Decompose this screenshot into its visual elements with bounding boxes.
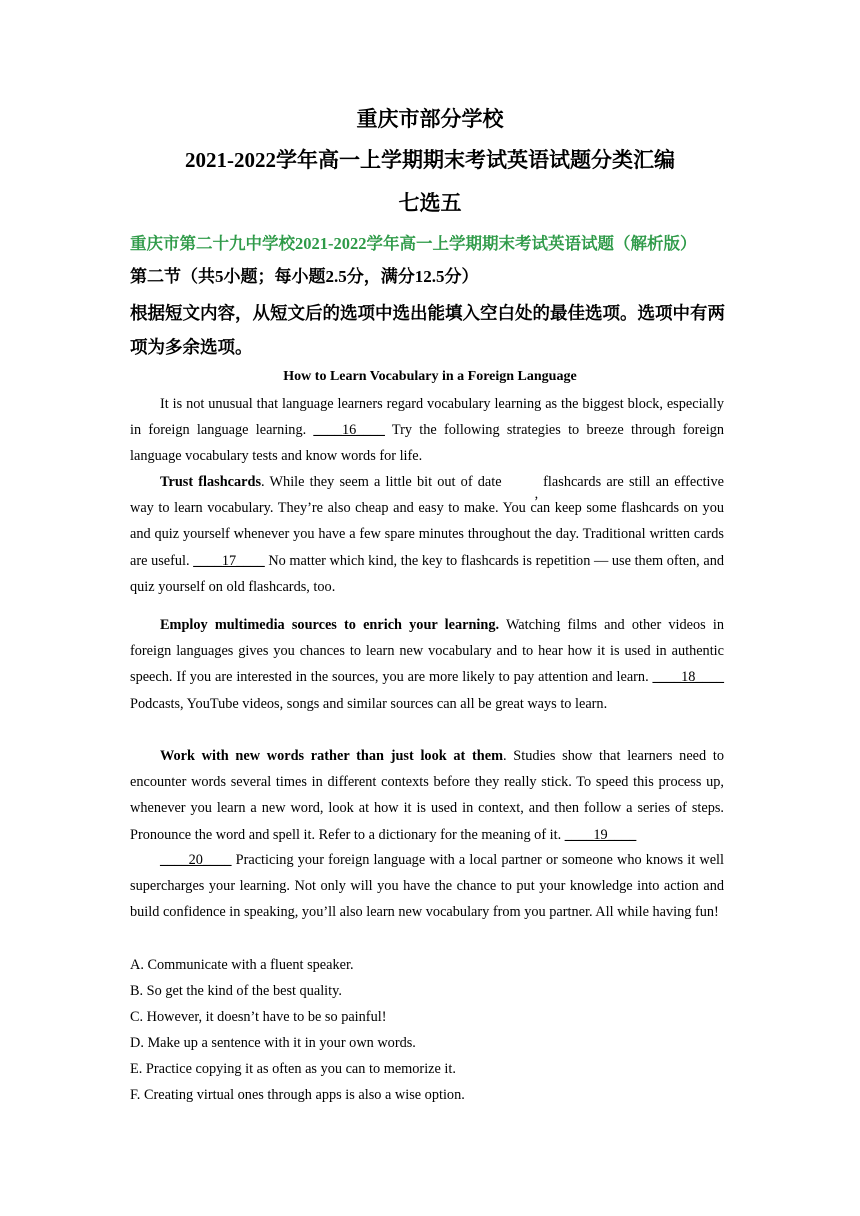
- passage-title: How to Learn Vocabulary in a Foreign Language: [283, 369, 577, 384]
- paragraph-heading: Trust flashcards: [160, 474, 262, 490]
- blank-17: ____17____: [193, 552, 265, 569]
- instructions: 根据短文内容，从短文后的选项中选出能填入空白处的最佳选项。选项中有两项为多余选项。: [130, 303, 725, 357]
- option-e: E. Practice copying it as often as you can to memorize it.: [130, 1061, 456, 1077]
- comma-mark: ,: [534, 486, 539, 502]
- paragraph-text: Podcasts, YouTube videos, songs and similar sources can all be great ways to learn.: [130, 695, 608, 712]
- option-d: D. Make up a sentence with it in your own words.: [130, 1035, 416, 1051]
- paragraph-text: Try the following strategies to breeze through foreign language vocabulary tests and know words for life.: [130, 422, 724, 465]
- header-title-line2: 2021-2022学年高一上学期期末考试英语试题分类汇编: [185, 148, 675, 172]
- option-f: F. Creating virtual ones through apps is also a wise option.: [130, 1087, 465, 1103]
- paragraph-text: flashcards are still an effective way to learn vocabulary. They’re also cheap and easy to make. You can keep some flashcards on you and quiz yourself whenever you have a few spare minutes throughout the day. Traditional written cards are useful.: [130, 474, 725, 569]
- paragraph-text: Practicing your foreign language with a local partner or someone who knows it well supercharges your learning. Not only will you have the chance to put your knowledge into action and build confidence in speaking, you’ll also learn new vocabulary from you partner. All while having fun!: [130, 852, 724, 921]
- header-title-line3: 七选五: [398, 191, 462, 215]
- blank-18: ____18____: [652, 669, 724, 686]
- paragraph-text: . While they seem a little bit out of date: [261, 474, 502, 490]
- option-b: B. So get the kind of the best quality.: [130, 983, 342, 999]
- passage-paragraph-1: [130, 391, 724, 470]
- paragraph-text: . Studies show that learners need to encounter words several times in different contexts before they really stick. To speed this process up, whenever you learn a new word, look at how it is used in context, and then follow a series of steps. Pronounce the word and spell it. Refer to a dictionary for the meaning of it.: [130, 748, 725, 843]
- blank-19: ____19____: [564, 826, 637, 843]
- paragraph-text: Watching films and other videos in foreign languages gives you chances to learn new vocabulary and to hear how it is used in authentic speech. If you are interested in the sources, you are more likely to pay attention and learn.: [130, 617, 724, 686]
- option-a: A. Communicate with a fluent speaker.: [130, 957, 354, 973]
- paragraph-heading: Employ multimedia sources to enrich your learning.: [160, 617, 500, 633]
- passage-paragraph-4: [130, 743, 724, 848]
- passage-paragraph-3: [130, 612, 724, 717]
- option-c: C. However, it doesn’t have to be so painful!: [130, 1009, 387, 1025]
- paragraph-heading: Work with new words rather than just look at them: [160, 748, 504, 764]
- blank-20: ____20____: [160, 852, 232, 868]
- passage-paragraph-2: [130, 469, 724, 600]
- paragraph-text: No matter which kind, the key to flashcards is repetition — use them often, and quiz yourself on old flashcards, too.: [130, 552, 724, 595]
- section-heading: 第二节（共5小题；每小题2.5分，满分12.5分）: [130, 267, 479, 286]
- passage-paragraph-5: [130, 847, 724, 926]
- blank-16: ____16____: [313, 422, 385, 439]
- source-title: 重庆市第二十九中学校2021-2022学年高一上学期期末考试英语试题（解析版）: [130, 234, 697, 253]
- paragraph-text: It is not unusual that language learners regard vocabulary learning as the biggest block, especially in foreign language learning.: [130, 396, 724, 439]
- header-title-line1: 重庆市部分学校: [356, 107, 504, 131]
